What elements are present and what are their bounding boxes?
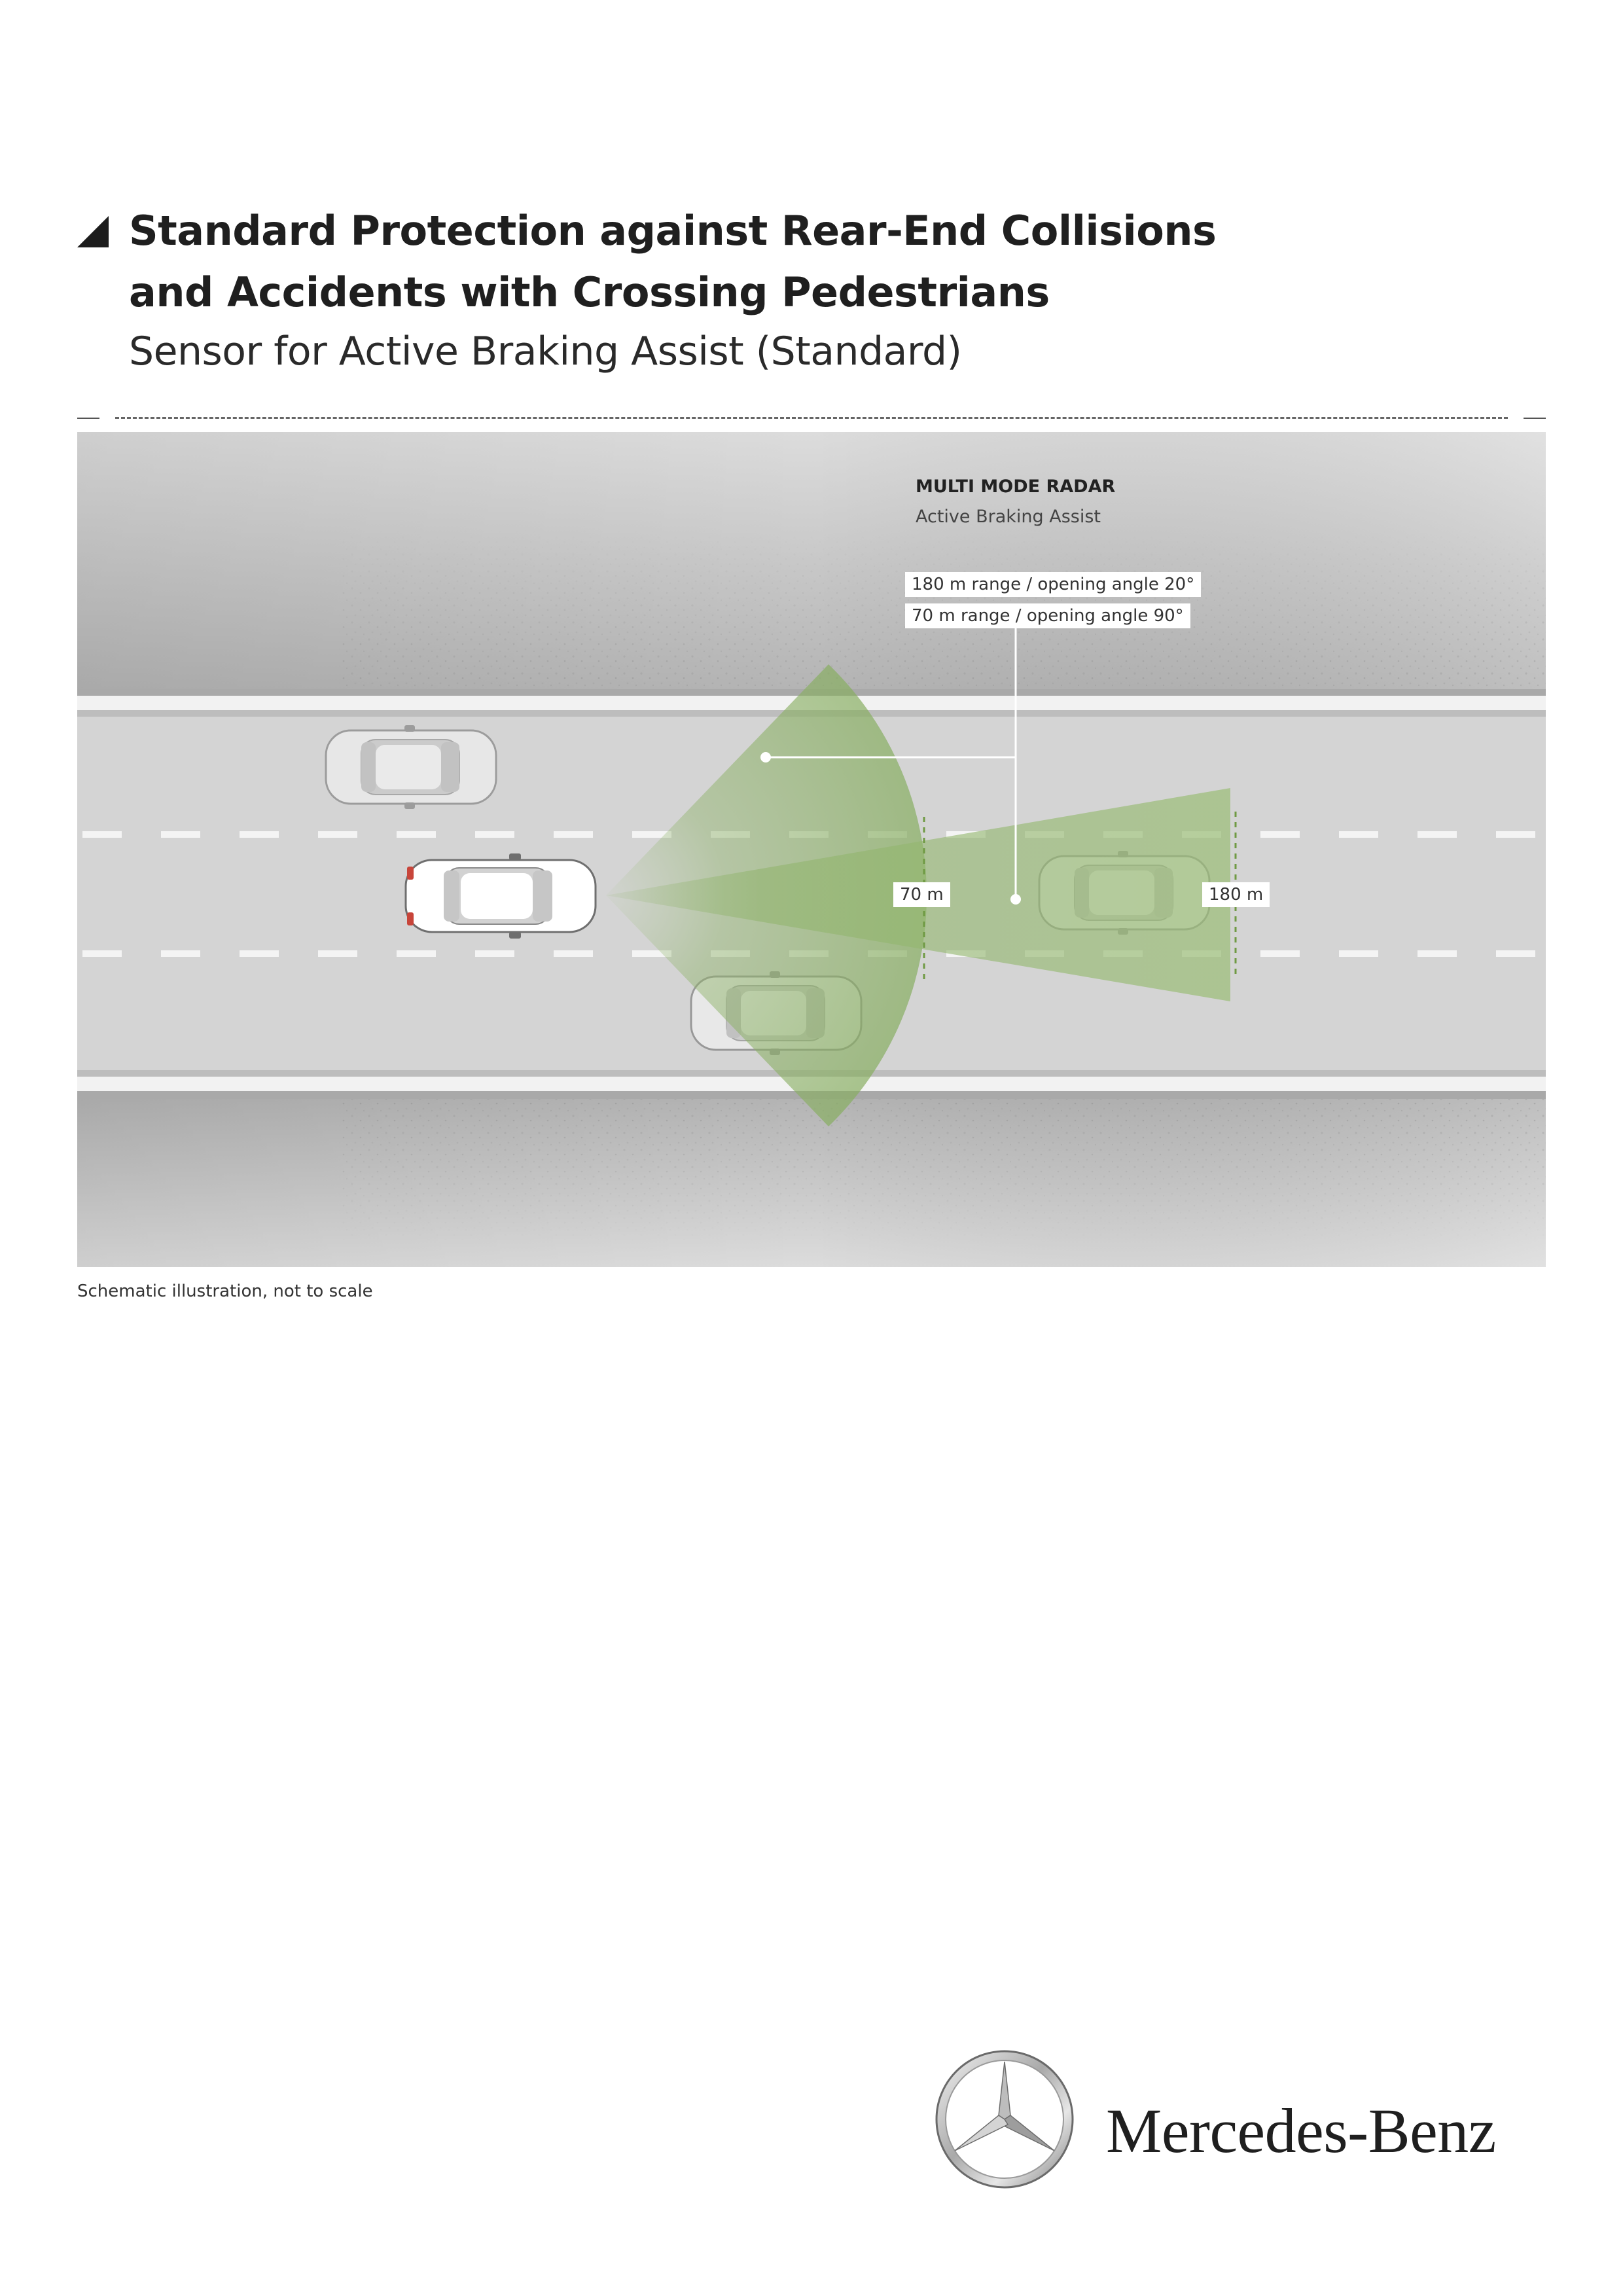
sensor-illustration: [77, 432, 1546, 1267]
figure-caption: Schematic illustration, not to scale: [77, 1282, 373, 1301]
page-subtitle: Sensor for Active Braking Assist (Standard): [129, 329, 962, 374]
brand-wordmark: Mercedes-Benz: [1106, 2096, 1496, 2166]
dashed-divider: [115, 417, 1508, 419]
rule-left-tick: [77, 418, 99, 419]
radar-subtitle: Active Braking Assist: [916, 507, 1101, 527]
radar-title: MULTI MODE RADAR: [916, 476, 1116, 497]
marker-70m: 70 m: [893, 882, 950, 907]
rule-right-tick: [1524, 418, 1546, 419]
car-upper-left: [326, 725, 496, 809]
marker-180m: 180 m: [1202, 882, 1270, 907]
page-title-line-1: Standard Protection against Rear-End Collisions: [129, 207, 1217, 255]
title-triangle-icon: [77, 216, 109, 247]
three-pointed-star-icon: [933, 2047, 1077, 2191]
label-long-range: 180 m range / opening angle 20°: [905, 572, 1201, 597]
page-title-line-2: and Accidents with Crossing Pedestrians: [129, 268, 1050, 316]
ego-vehicle: [406, 853, 596, 939]
label-short-range: 70 m range / opening angle 90°: [905, 603, 1190, 628]
